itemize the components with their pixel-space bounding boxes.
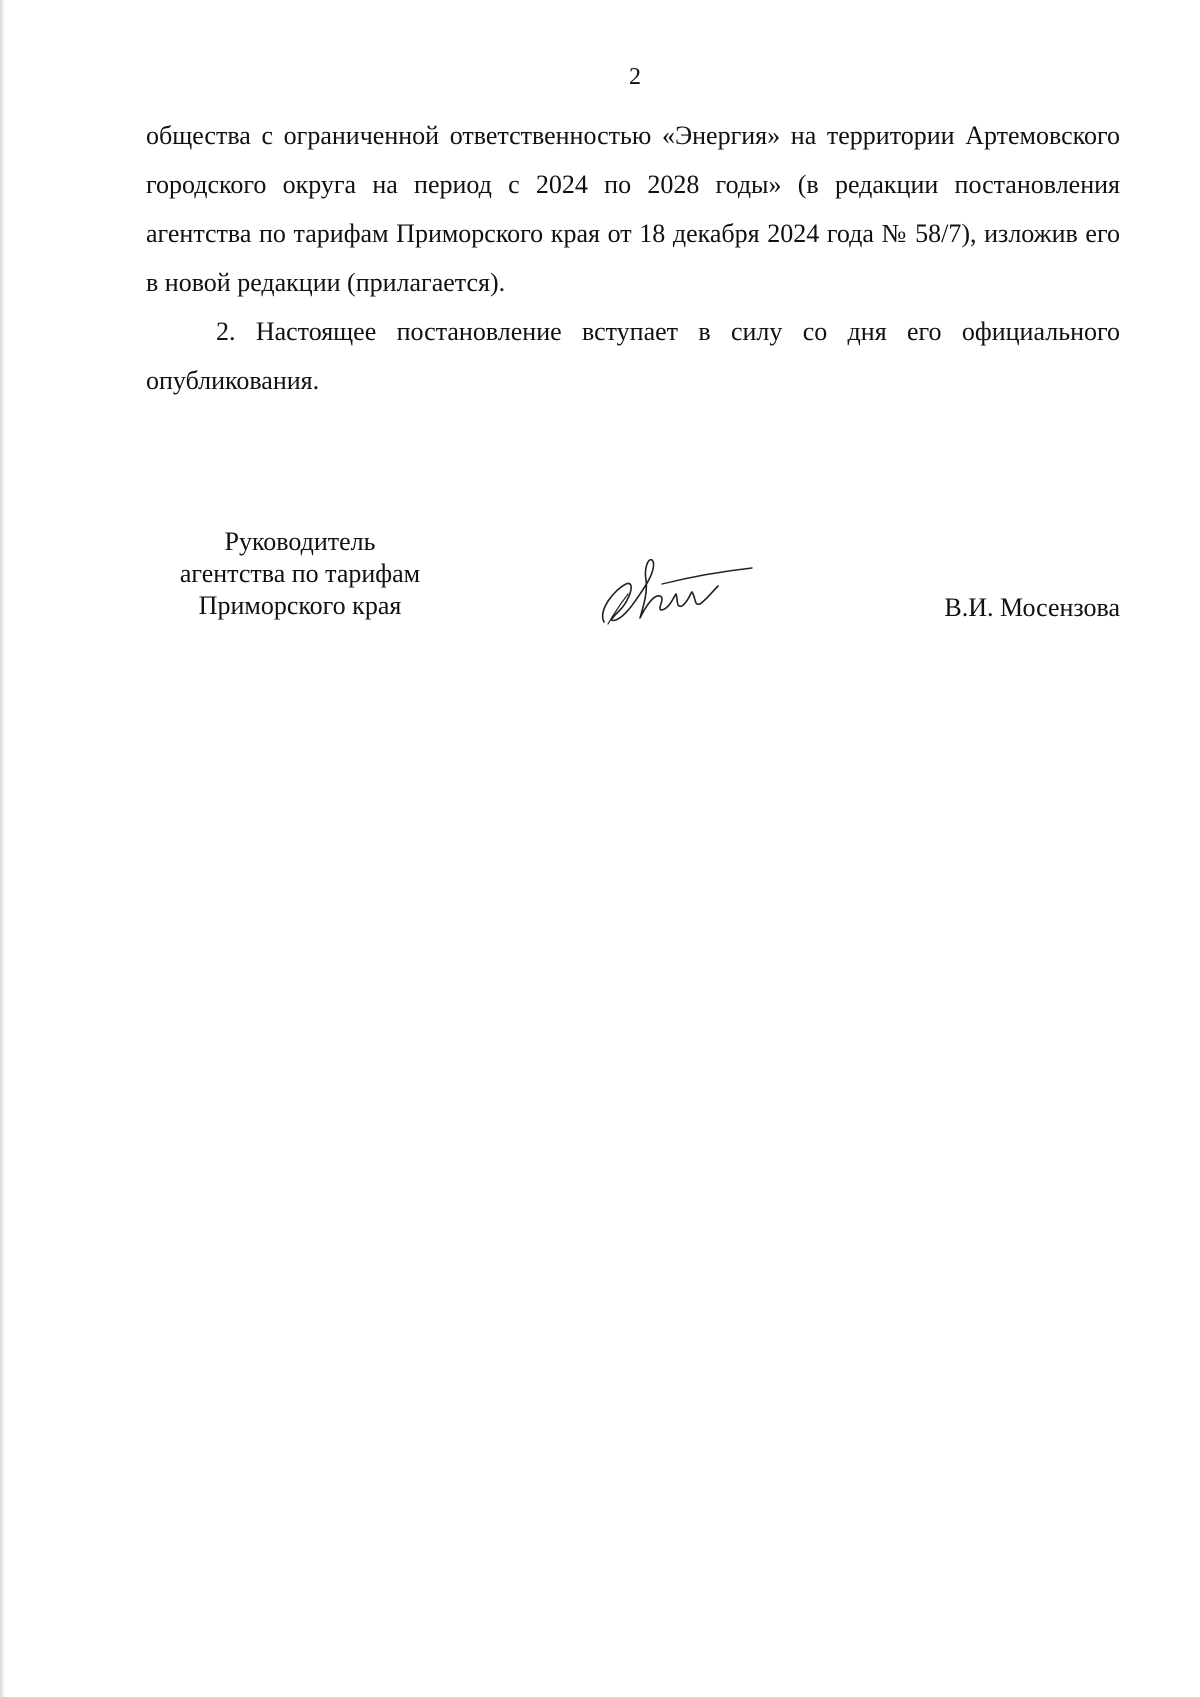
body-text [146,111,1120,405]
signatory-position-line: Руководитель [224,527,376,556]
signatory-position [150,526,450,622]
signatory-position-line: агентства по тарифам [179,559,421,588]
handwritten-signature [596,550,756,630]
paragraph-continuation: общества с ограниченной ответственностью «Энергия» на территории Артемовского городского округа на период с 2024 по 2028 годы» (в редакции постановления агентства по тарифам Приморского края от 18 декабря 2024 года № 58/7), изложив его в новой редакции (прилагается). [146,121,1120,297]
signatory-position-line: Приморского края [198,591,402,620]
scan-edge-shadow [0,0,5,1697]
page-number: 2 [629,64,641,90]
signer-name: В.И. Мосензова [944,593,1120,622]
paragraph-2: 2. Настоящее постановление вступает в силу со дня его официального опубликования. [146,317,1120,395]
